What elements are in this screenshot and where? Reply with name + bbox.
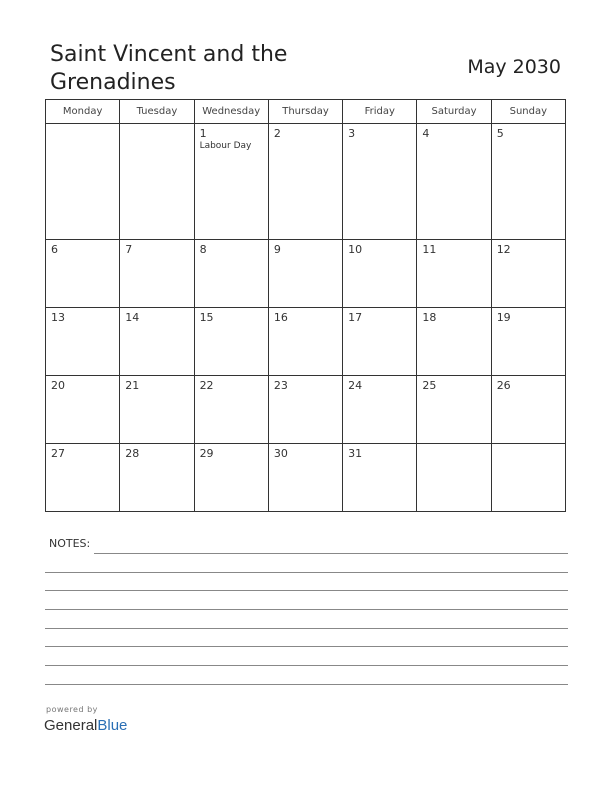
day-number: 10 [348, 243, 363, 256]
day-number: 1 [199, 127, 207, 140]
day-number: 28 [125, 447, 140, 460]
day-number: 31 [348, 447, 363, 460]
day-number: 15 [199, 311, 214, 324]
note-line [45, 590, 568, 591]
weekday-header: Friday [343, 100, 417, 124]
calendar-grid [45, 99, 566, 512]
day-number: 2 [273, 127, 281, 140]
day-cell[interactable] [343, 124, 417, 240]
day-cell[interactable] [268, 124, 342, 240]
day-cell[interactable] [268, 444, 342, 512]
day-cell[interactable] [194, 124, 268, 240]
day-number: 23 [273, 379, 288, 392]
powered-by-text: powered by [46, 705, 98, 714]
day-number: 27 [51, 447, 65, 460]
day-cell[interactable] [491, 240, 565, 308]
day-cell[interactable] [46, 376, 120, 444]
day-number: 13 [51, 311, 65, 324]
day-number: 3 [348, 127, 356, 140]
day-cell[interactable] [194, 308, 268, 376]
notes-label: NOTES: [49, 537, 91, 550]
day-cell[interactable] [491, 444, 565, 512]
day-cell[interactable] [343, 308, 417, 376]
month-label: May 2030 [467, 56, 561, 78]
day-number: 8 [199, 243, 207, 256]
day-cell[interactable] [194, 240, 268, 308]
note-line [94, 553, 568, 554]
weekday-header: Thursday [268, 100, 342, 124]
holiday-label: Labour Day [199, 141, 252, 151]
week-row [46, 376, 566, 444]
week-row [46, 308, 566, 376]
day-number: 16 [273, 311, 288, 324]
day-number: 7 [125, 243, 133, 256]
week-row [46, 124, 566, 240]
day-cell[interactable] [417, 124, 491, 240]
day-number: 4 [422, 127, 430, 140]
day-cell[interactable] [46, 308, 120, 376]
brand-general: General [44, 717, 98, 734]
note-line [45, 665, 568, 666]
day-number: 18 [422, 311, 437, 324]
note-line [45, 572, 568, 573]
day-number: 12 [496, 243, 511, 256]
day-cell[interactable] [491, 376, 565, 444]
day-number: 25 [422, 379, 437, 392]
brand-blue: Blue [97, 717, 128, 734]
day-number: 20 [51, 379, 65, 392]
weekday-header: Wednesday [194, 100, 268, 124]
day-cell[interactable] [417, 240, 491, 308]
day-cell[interactable] [343, 376, 417, 444]
week-row [46, 444, 566, 512]
day-number: 11 [422, 243, 437, 256]
day-cell[interactable] [417, 444, 491, 512]
day-number: 5 [496, 127, 504, 140]
day-cell[interactable] [491, 308, 565, 376]
day-cell[interactable] [120, 444, 194, 512]
day-cell[interactable] [46, 240, 120, 308]
week-row [46, 240, 566, 308]
day-number: 29 [199, 447, 214, 460]
day-number: 17 [348, 311, 363, 324]
day-number: 30 [273, 447, 288, 460]
day-number: 26 [496, 379, 511, 392]
day-number: 6 [51, 243, 58, 256]
day-cell[interactable] [343, 240, 417, 308]
day-cell[interactable] [120, 376, 194, 444]
day-cell[interactable] [120, 240, 194, 308]
note-line [45, 628, 568, 629]
day-number: 21 [125, 379, 140, 392]
day-cell[interactable] [268, 376, 342, 444]
note-line [45, 646, 568, 647]
calendar-title: Saint Vincent and the Grenadines [50, 42, 288, 95]
note-line [45, 609, 568, 610]
day-cell[interactable] [417, 308, 491, 376]
weekday-header: Monday [46, 100, 120, 124]
day-number: 9 [273, 243, 281, 256]
day-cell[interactable] [268, 240, 342, 308]
weekday-header: Sunday [491, 100, 565, 124]
day-cell[interactable] [194, 376, 268, 444]
day-number: 24 [348, 379, 363, 392]
day-cell[interactable] [268, 308, 342, 376]
day-cell[interactable] [120, 124, 194, 240]
day-cell[interactable] [120, 308, 194, 376]
generalblue-logo[interactable] [44, 717, 127, 734]
day-number: 22 [199, 379, 214, 392]
note-line [45, 684, 568, 685]
weekday-header: Tuesday [120, 100, 194, 124]
day-cell[interactable] [46, 444, 120, 512]
day-cell[interactable] [194, 444, 268, 512]
weekday-header: Saturday [417, 100, 491, 124]
day-number: 19 [496, 311, 511, 324]
day-cell[interactable] [343, 444, 417, 512]
day-cell[interactable] [491, 124, 565, 240]
day-number: 14 [125, 311, 140, 324]
day-cell[interactable] [46, 124, 120, 240]
weekday-header-row [46, 100, 566, 124]
day-cell[interactable] [417, 376, 491, 444]
